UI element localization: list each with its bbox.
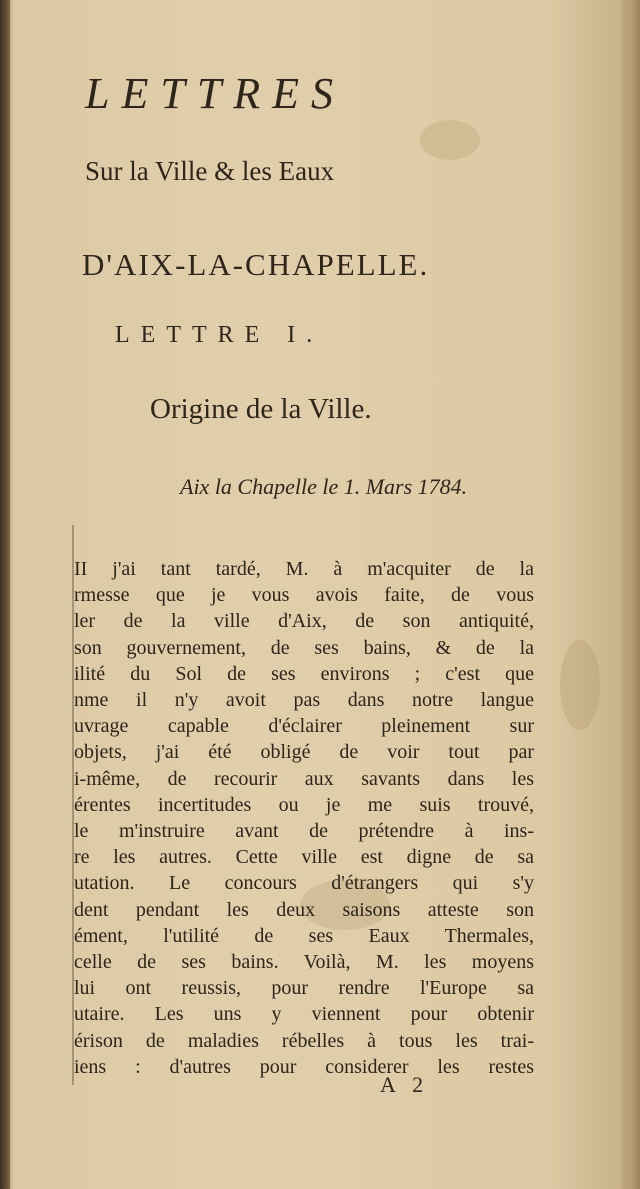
paper-stain [560,640,600,730]
text-line: iens : d'autres pour considerer les restes [74,1055,534,1078]
book-title: LETTRES [85,69,346,118]
book-spine [0,0,10,1189]
text-line: i-même, de recourir aux savants dans les [74,767,534,790]
text-line: érentes incertitudes ou je me suis trouvé, [74,793,534,816]
text-line: ilité du Sol de ses environs ; c'est que [74,662,534,685]
text-line: le m'instruire avant de prétendre à ins- [74,820,534,843]
text-line: dent pendant les deux saisons atteste son [74,898,534,921]
section-title: Origine de la Ville. [150,393,372,425]
dateline: Aix la Chapelle le 1. Mars 1784. [180,474,468,499]
text-line: lui ont reussis, pour rendre l'Europe sa [74,977,534,1000]
body-text [74,556,534,1080]
text-line: son gouvernement, de ses bains, & de la [74,636,534,659]
text-line: celle de ses bains. Voilà, M. les moyens [74,951,534,974]
city-heading: D'AIX-LA-CHAPELLE. [82,247,430,282]
text-line: re les autres. Cette ville est digne de sa [74,846,534,869]
paper-stain [420,120,480,160]
text-line: ler de la ville d'Aix, de son antiquité, [74,610,534,633]
signature-mark: A 2 [380,1072,430,1097]
letter-number: LETTRE I. [115,322,324,348]
text-line: rmesse que je vous avois faite, de vous [74,584,534,607]
text-line: II j'ai tant tardé, M. à m'acquiter de la [74,558,534,580]
text-line: nme il n'y avoit pas dans notre langue [74,689,534,712]
text-line: utaire. Les uns y viennent pour obtenir [74,1003,534,1026]
page-edge [618,0,640,1189]
text-line: objets, j'ai été obligé de voir tout par [74,741,534,764]
text-line: utation. Le concours d'étrangers qui s'y [74,872,534,895]
book-subtitle: Sur la Ville & les Eaux [85,156,335,186]
text-line: ément, l'utilité de ses Eaux Thermales, [74,924,534,947]
text-line: uvrage capable d'éclairer pleinement sur [74,715,534,738]
text-line: érison de maladies rébelles à tous les trai- [74,1029,534,1052]
